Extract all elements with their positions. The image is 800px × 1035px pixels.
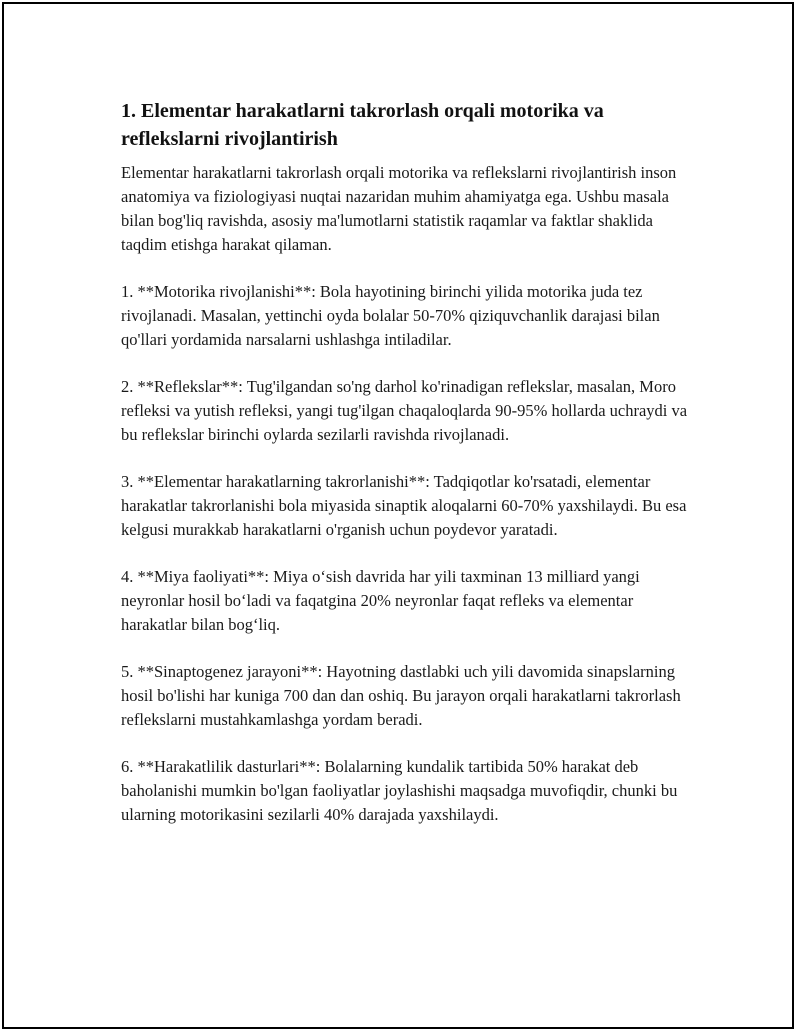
document-body: [121, 97, 691, 850]
paragraph-sinaptogenez: 5. **Sinaptogenez jarayoni**: Hayotning dastlabki uch yili davomida sinapslarning hosil bo'lishi har kuniga 700 dan dan oshiq. Bu jarayon orqali harakatlarni takrorlash reflekslarni mustahkamlashga yordam beradi.: [121, 662, 681, 729]
intro-paragraph: Elementar harakatlarni takrorlash orqali motorika va reflekslarni rivojlantirish inson anatomiya va fiziologiyasi nuqtai nazaridan muhim ahamiyatga ega. Ushbu masala bilan bog'liq ravishda, asosiy ma'lumotlarni statistik raqamlar va faktlar shaklida taqdim etishga harakat qilaman.: [121, 163, 677, 254]
paragraph-harakatlilik-dasturlari: 6. **Harakatlilik dasturlari**: Bolalarning kundalik tartibida 50% harakat deb baholanishi mumkin bo'lgan faoliyatlar joylashishi maqsadga muvofiqdir, chunki bu ularning motorikasini sezilarli 40% darajada yaxshilaydi.: [121, 757, 678, 824]
paragraph-motorika-rivojlanishi: 1. **Motorika rivojlanishi**: Bola hayotining birinchi yilida motorika juda tez rivojlanadi. Masalan, yettinchi oyda bolalar 50-70% qiziquvchanlik darajasi bilan qo'llari yordamida narsalarni ushlashga intiladilar.: [121, 282, 660, 349]
document-title: 1. Elementar harakatlarni takrorlash orqali motorika va reflekslarni rivojlantirish: [121, 100, 604, 150]
paragraph-elementar-harakatlar: 3. **Elementar harakatlarning takrorlanishi**: Tadqiqotlar ko'rsatadi, elementar harakatlar takrorlanishi bola miyasida sinaptik aloqalarni 60-70% yaxshilaydi. Bu esa kelgusi murakkab harakatlarni o'rganish uchun poydevor yaratadi.: [121, 472, 687, 539]
paragraph-reflekslar: 2. **Reflekslar**: Tug'ilgandan so'ng darhol ko'rinadigan reflekslar, masalan, Moro refleksi va yutish refleksi, yangi tug'ilgan chaqaloqlarda 90-95% hollarda uchraydi va bu reflekslar birinchi oylarda sezilarli ravishda rivojlanadi.: [121, 377, 688, 444]
page-frame: [2, 2, 794, 1029]
paragraph-miya-faoliyati: 4. **Miya faoliyati**: Miya o‘sish davrida har yili taxminan 13 milliard yangi neyronlar hosil bo‘ladi va faqatgina 20% neyronlar faqat refleks va elementar harakatlar bilan bog‘liq.: [121, 567, 640, 634]
